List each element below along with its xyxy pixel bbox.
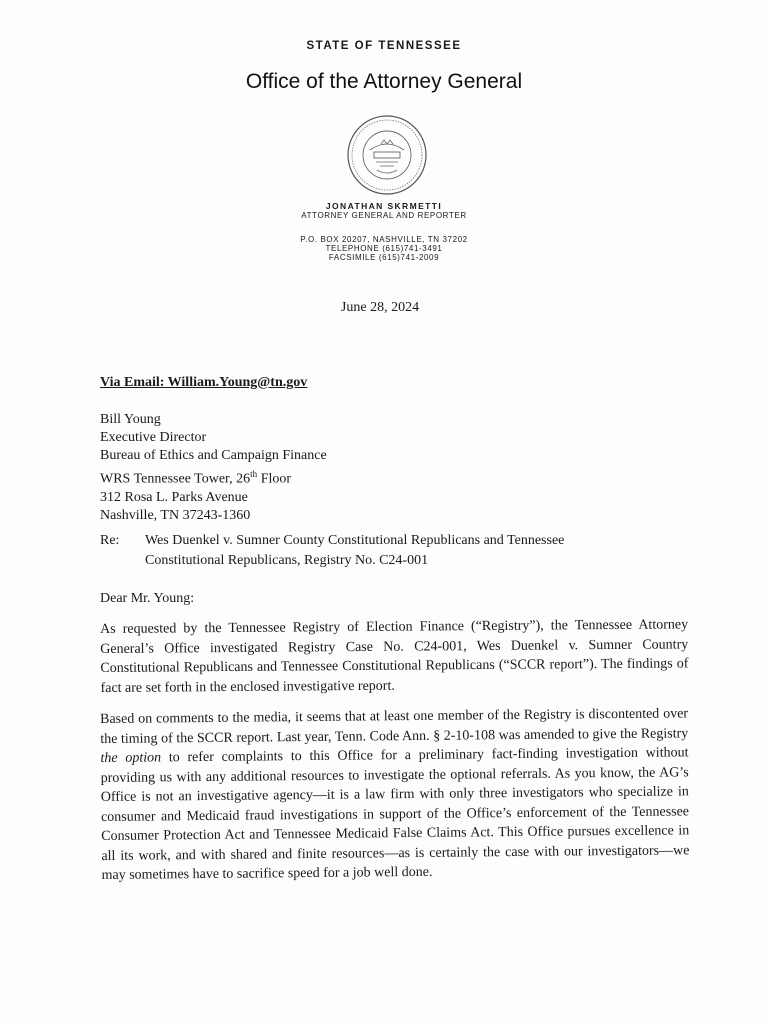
recipient-organization: Bureau of Ethics and Campaign Finance [100, 448, 327, 463]
emphasis-the-option: the option [100, 750, 162, 766]
office-telephone: TELEPHONE (615)741-3491 [325, 244, 443, 253]
attorney-general-title: ATTORNEY GENERAL AND REPORTER [301, 211, 467, 220]
attorney-general-name: JONATHAN SKRMETTI [325, 201, 443, 211]
via-email-address[interactable]: William.Young@tn.gov [167, 375, 308, 390]
recipient-city: Nashville, TN 37243-1360 [100, 507, 251, 523]
via-email-line [100, 375, 307, 391]
recipient-block [100, 411, 327, 525]
body-paragraph-2: Based on comments to the media, it seems that at least one member of the Registry is discontented over the timing of the SCCR report. Last year, Tenn. Code Ann. § 2-10-108 was amended to give the Registry the option to refer complaints to this Office for a preliminary fact-finding investigation without providing us with any additional resources to investigate the optional referrals. As you know, the AG’s Office is not an investigative agency—it is a law firm with only three investigators who specialize in consumer and Medicaid fraud investigations in support of the Office’s enforcement of the Tennessee Consumer Protection Act and Tennessee Medicaid False Claims Act. This Office pursues excellence in all its work, and with shared and finite resources—as is certainly the case with our investigators—we may sometimes have to sacrifice speed for a job well done. [100, 706, 690, 883]
recipient-street: 312 Rosa L. Parks Avenue [100, 489, 248, 505]
body-paragraph-1: As requested by the Tennessee Registry of Election Finance (“Registry”), the Tennessee Attorney General’s Office investigated Registry Case No. C24-001, Wes Duenkel v. Sumner Country Constitutional Republicans and Tennessee Constitutional Republicans (“SCCR report”). The findings of fact are set forth in the enclosed investigative report. [100, 617, 689, 696]
recipient-name: Bill Young [100, 412, 161, 427]
letterhead-state: STATE OF TENNESSEE [306, 40, 462, 52]
salutation: Dear Mr. Young: [100, 591, 195, 606]
letterhead-office: Office of the Attorney General [245, 70, 523, 93]
recipient-building: WRS Tennessee Tower, 26th Floor [100, 469, 292, 487]
office-facsimile: FACSIMILE (615)741-2009 [328, 253, 440, 262]
office-address: P.O. BOX 20207, NASHVILLE, TN 37202 [300, 235, 468, 244]
state-seal-icon [346, 114, 428, 196]
subject-text: Wes Duenkel v. Sumner County Constitutional Republicans and Tennessee Constitutional Republicans, Registry No. C24-001 [145, 533, 565, 568]
subject-label: Re: [100, 533, 120, 548]
via-email-label: Via Email: [100, 375, 168, 390]
letter-date: June 28, 2024 [340, 300, 420, 315]
recipient-title: Executive Director [100, 430, 207, 445]
